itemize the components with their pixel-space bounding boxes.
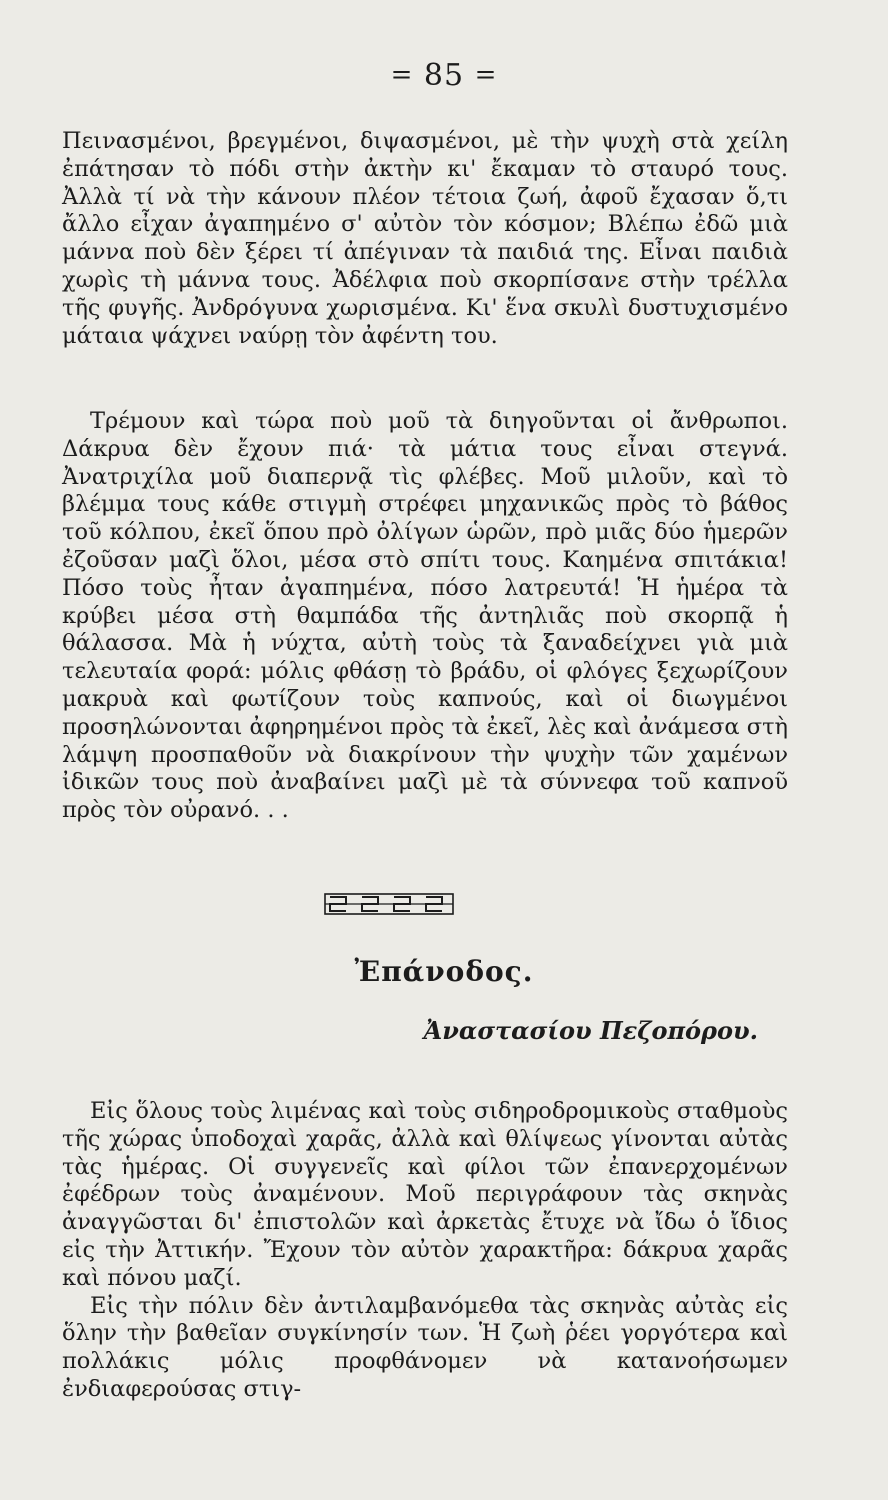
page-number-mark-left: = (390, 60, 414, 90)
article-text-block-2 (62, 408, 788, 825)
paragraph: Εἰς τὴν πόλιν δὲν ἀντιλαμβανόμεθα τὰς σκηνὰς αὐτὰς εἰς ὅλην τὴν βαθεῖαν συγκίνησίν των. Ἡ ζωὴ ῥέει γοργότερα καὶ πολλάκις μόλις προφθάνομεν νὰ κατανοήσωμεν ἐνδιαφερούσας στιγ- (62, 1292, 788, 1402)
ornament-divider-icon (324, 893, 454, 915)
paragraph: Τρέμουν καὶ τώρα ποὺ μοῦ τὰ διηγοῦνται οἱ ἄνθρωποι. Δάκρυα δὲν ἔχουν πιά· τὰ μάτια τους εἶναι στεγνά. Ἀνατριχίλα μοῦ διαπερνᾷ τὶς φλέβες. Μοῦ μιλοῦν, καὶ τὸ βλέμμα τους κάθε στιγμὴ στρέφει μηχανικῶς πρὸς τὸ βάθος τοῦ κόλπου, ἐκεῖ ὅπου πρὸ ὀλίγων ὡρῶν, πρὸ μιᾶς δύο ἡμερῶν ἐζοῦσαν μαζὶ ὅλοι, μέσα στὸ σπίτι τους. Καημένα σπιτάκια! Πόσο τοὺς ἦταν ἀγαπημένα, πόσο λατρευτά! Ἡ ἡμέρα τὰ κρύβει μέσα στὴ θαμπάδα τῆς ἀντηλιᾶς ποὺ σκορπᾷ ἡ θάλασσα. Μὰ ἡ νύχτα, αὐτὴ τοὺς τὰ ξαναδείχνει γιὰ μιὰ τελευταία φορά: μόλις φθάσῃ τὸ βράδυ, οἱ φλόγες ξεχωρίζουν μακρυὰ καὶ φωτίζουν τοὺς καπνούς, καὶ οἱ διωγμένοι προσηλώνονται ἀφηρημένοι πρὸς τὰ ἐκεῖ, λὲς καὶ ἀνάμεσα στὴ λάμψη προσπαθοῦν νὰ διακρίνουν τὴν ψυχὴν τῶν χαμένων ἰδικῶν τους ποὺ ἀναβαίνει μαζὶ μὲ τὰ σύννεφα τοῦ καπνοῦ πρὸς τὸν οὐρανό. . . (62, 408, 788, 824)
page-number: 85 (423, 58, 465, 93)
article-author: Ἀναστασίου Πεζοπόρου. (423, 1016, 758, 1045)
article-body (62, 1098, 788, 1404)
article-text-block (62, 128, 788, 350)
page-number-mark-right: = (474, 60, 498, 90)
article-title: Ἐπάνοδος. (354, 955, 534, 988)
paragraph: Εἰς ὅλους τοὺς λιμένας καὶ τοὺς σιδηροδρομικοὺς σταθμοὺς τῆς χώρας ὑποδοχαὶ χαρᾶς, ἀλλὰ καὶ θλίψεως γίνονται αὐτὰς τὰς ἡμέρας. Οἱ συγγενεῖς καὶ φίλοι τῶν ἐπανερχομένων ἐφέδρων τοὺς ἀναμένουν. Μοῦ περιγράφουν τὰς σκηνὰς ἀναγγῶσται δι' ἐπιστολῶν καὶ ἀρκετὰς ἔτυχε νὰ ἴδω ὁ ἴδιος εἰς τὴν Ἀττικήν. Ἔχουν τὸν αὐτὸν χαρακτῆρα: δάκρυα χαρᾶς καὶ πόνου μαζί. (62, 1098, 788, 1291)
paragraph: Πεινασμένοι, βρεγμένοι, διψασμένοι, μὲ τὴν ψυχὴ στὰ χείλη ἐπάτησαν τὸ πόδι στὴν ἀκτὴν κι' ἔκαμαν τὸ σταυρό τους. Ἀλλὰ τί νὰ τὴν κάνουν πλέον τέτοια ζωή, ἀφοῦ ἔχασαν ὅ,τι ἄλλο εἶχαν ἀγαπημένο σ' αὐτὸν τὸν κόσμον; Βλέπω ἐδῶ μιὰ μάννα ποὺ δὲν ξέρει τί ἀπέγιναν τὰ παιδιά της. Εἶναι παιδιὰ χωρὶς τὴ μάννα τους. Ἀδέλφια ποὺ σκορπίσανε στὴν τρέλλα τῆς φυγῆς. Ἀνδρόγυνα χωρισμένα. Κι' ἕνα σκυλὶ δυστυχισμένο μάταια ψάχνει ναύρῃ τὸν ἀφέντη του. (62, 128, 788, 349)
page-number-header (0, 58, 888, 93)
